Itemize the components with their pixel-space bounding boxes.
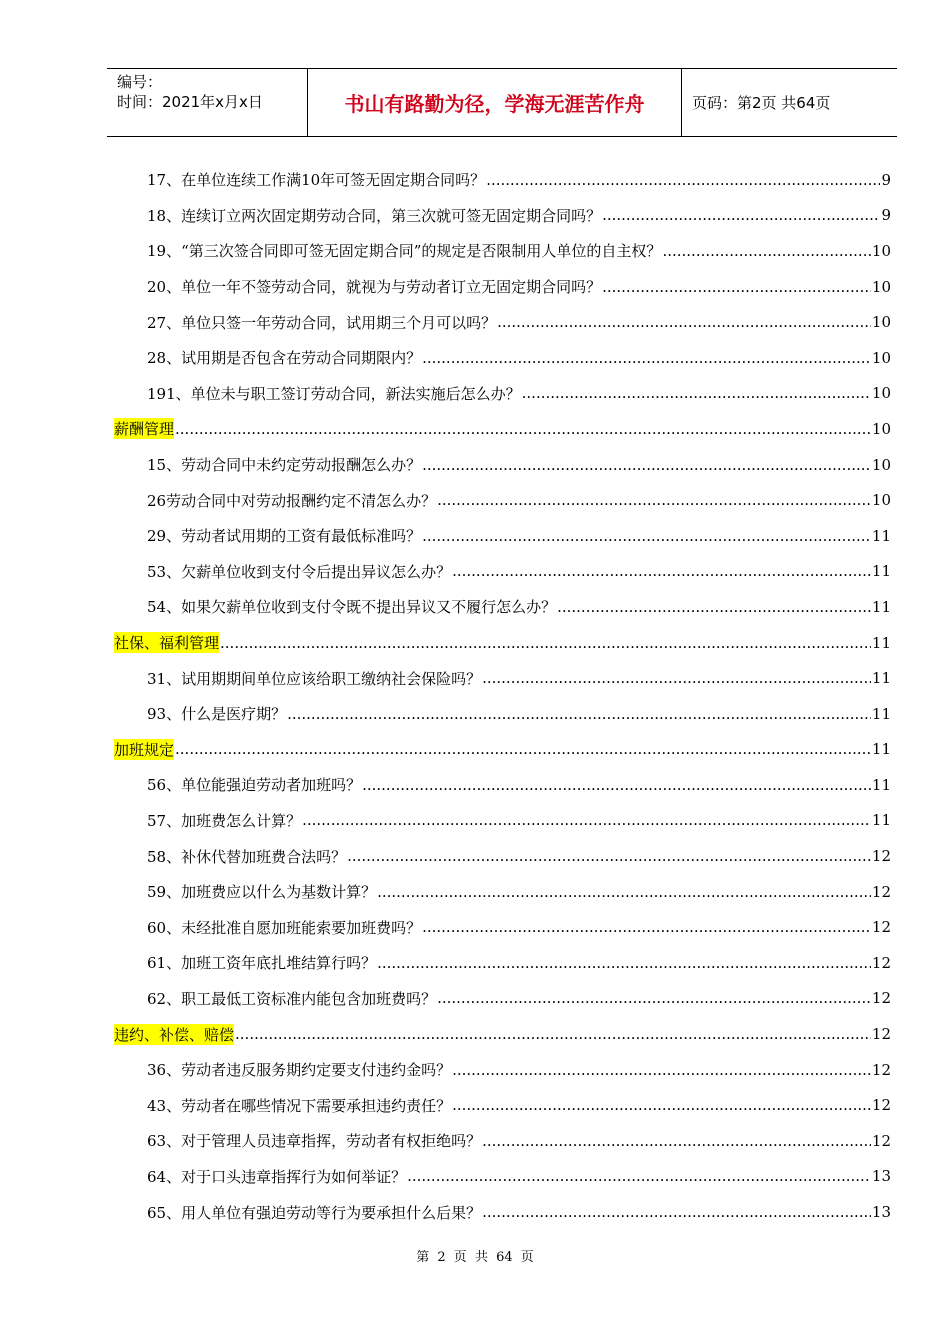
toc-page-number: 10 [871, 455, 891, 474]
toc-dot-leader [362, 776, 871, 794]
toc-entry-title: 56、单位能强迫劳动者加班吗？ [147, 776, 362, 795]
toc-entry[interactable] [114, 803, 891, 839]
toc-entry-title: 57、加班费怎么计算？ [147, 811, 302, 830]
toc-page-number: 12 [871, 953, 891, 972]
toc-page-number: 11 [871, 633, 891, 652]
toc-page-number: 11 [871, 597, 891, 616]
toc-dot-leader [497, 313, 871, 331]
toc-entry[interactable] [114, 162, 891, 198]
toc-dot-leader [557, 598, 871, 616]
toc-dot-leader [347, 847, 871, 865]
toc-entry[interactable] [114, 304, 891, 340]
footer-gong: 共 [474, 1250, 488, 1265]
toc-entry-title: 违约、补偿、赔偿 [114, 1025, 235, 1044]
toc-dot-leader [175, 420, 871, 438]
header-motto: 书山有路勤为径，学海无涯苦作舟 [308, 69, 682, 136]
toc-page-number: 12 [871, 1131, 891, 1150]
header-page-label: 页码：第2页 共64页 [692, 94, 831, 112]
toc-entry[interactable] [114, 660, 891, 696]
toc-entry[interactable] [114, 269, 891, 305]
footer-di: 第 [416, 1250, 430, 1265]
toc-dot-leader [422, 456, 871, 474]
footer-total-pages: 64 [496, 1250, 513, 1265]
toc-page-number: 11 [871, 526, 891, 545]
serial-label: 编号： [117, 73, 163, 91]
toc-entry-title: 191、单位未与职工签订劳动合同，新法实施后怎么办？ [147, 384, 521, 403]
footer-ye: 页 [520, 1250, 534, 1265]
footer-ye: 页 [453, 1250, 467, 1265]
toc-entry-title: 64、对于口头违章指挥行为如何举证？ [147, 1167, 407, 1186]
toc-page-number: 11 [871, 811, 891, 830]
toc-entry[interactable] [114, 1087, 891, 1123]
toc-entry-title: 61、加班工资年底扎堆结算行吗？ [147, 954, 377, 973]
toc-page-number: 10 [871, 277, 891, 296]
toc-page-number: 10 [871, 348, 891, 367]
toc-entry-title: 58、补休代替加班费合法吗？ [147, 847, 347, 866]
toc-entry-title: 43、劳动者在哪些情况下需要承担违约责任？ [147, 1096, 452, 1115]
table-of-contents [114, 162, 891, 1230]
toc-entry[interactable] [114, 1159, 891, 1195]
toc-page-number: 9 [881, 206, 891, 225]
toc-entry[interactable] [114, 518, 891, 554]
toc-entry-title: 93、什么是医疗期？ [147, 705, 287, 724]
toc-entry-title: 20、单位一年不签劳动合同，就视为与劳动者订立无固定期合同吗？ [147, 278, 602, 297]
toc-dot-leader [377, 883, 871, 901]
toc-page-number: 10 [871, 419, 891, 438]
toc-entry-title: 28、试用期是否包含在劳动合同期限内？ [147, 349, 422, 368]
toc-entry[interactable] [114, 589, 891, 625]
toc-entry-title: 薪酬管理 [114, 420, 175, 439]
toc-dot-leader [422, 918, 871, 936]
toc-page-number: 12 [871, 1025, 891, 1044]
toc-dot-leader [452, 1096, 871, 1114]
toc-page-number: 10 [871, 384, 891, 403]
toc-entry-title: 59、加班费应以什么为基数计算？ [147, 883, 377, 902]
toc-page-number: 11 [871, 704, 891, 723]
toc-entry-title: 36、劳动者违反服务期约定要支付违约金吗？ [147, 1061, 452, 1080]
toc-entry-title: 53、欠薪单位收到支付令后提出异议怎么办？ [147, 562, 452, 581]
toc-page-number: 12 [871, 989, 891, 1008]
toc-dot-leader [452, 1061, 871, 1079]
toc-entry[interactable] [114, 198, 891, 234]
header-meta [107, 69, 308, 136]
toc-page-number: 10 [871, 491, 891, 510]
toc-entry-title: 18、连续订立两次固定期劳动合同，第三次就可签无固定期合同吗？ [147, 206, 602, 225]
toc-dot-leader [437, 491, 871, 509]
toc-entry-title: 54、如果欠薪单位收到支付令既不提出异议又不履行怎么办？ [147, 598, 557, 617]
toc-entry[interactable] [114, 767, 891, 803]
toc-page-number: 10 [871, 313, 891, 332]
toc-dot-leader [422, 527, 871, 545]
toc-dot-leader [437, 989, 871, 1007]
toc-entry[interactable] [114, 945, 891, 981]
toc-dot-leader [175, 740, 871, 758]
toc-page-number: 11 [871, 562, 891, 581]
toc-dot-leader [486, 171, 880, 189]
toc-entry[interactable] [114, 447, 891, 483]
toc-page-number: 12 [871, 882, 891, 901]
toc-dot-leader [662, 242, 870, 260]
toc-entry-title: 26劳动合同中对劳动报酬约定不清怎么办？ [147, 491, 437, 510]
toc-page-number: 13 [871, 1167, 891, 1186]
time-label: 时间：2021年x月x日 [117, 93, 263, 111]
toc-section-entry[interactable] [114, 411, 891, 447]
toc-dot-leader [452, 562, 871, 580]
toc-dot-leader [220, 634, 871, 652]
toc-page-number: 13 [871, 1203, 891, 1222]
toc-dot-leader [482, 1132, 871, 1150]
toc-page-number: 12 [871, 918, 891, 937]
toc-entry[interactable] [114, 838, 891, 874]
toc-entry[interactable] [114, 340, 891, 376]
toc-entry-title: 60、未经批准自愿加班能索要加班费吗？ [147, 918, 422, 937]
toc-entry-title: 65、用人单位有强迫劳动等行为要承担什么后果？ [147, 1203, 482, 1222]
page-header [107, 68, 897, 137]
toc-dot-leader [407, 1167, 871, 1185]
toc-entry-title: 29、劳动者试用期的工资有最低标准吗？ [147, 527, 422, 546]
toc-entry-title: 31、试用期期间单位应该给职工缴纳社会保险吗？ [147, 669, 482, 688]
toc-entry[interactable] [114, 376, 891, 412]
toc-dot-leader [482, 1203, 871, 1221]
toc-entry[interactable] [114, 1123, 891, 1159]
toc-entry[interactable] [114, 909, 891, 945]
toc-section-entry[interactable] [114, 732, 891, 768]
toc-dot-leader [602, 278, 871, 296]
toc-dot-leader [522, 384, 871, 402]
toc-dot-leader [602, 206, 880, 224]
toc-dot-leader [287, 705, 871, 723]
toc-entry-title: 27、单位只签一年劳动合同，试用期三个月可以吗？ [147, 313, 497, 332]
toc-entry-title: 63、对于管理人员违章指挥，劳动者有权拒绝吗？ [147, 1132, 482, 1151]
toc-section-entry[interactable] [114, 1016, 891, 1052]
footer-current-page: 2 [437, 1250, 446, 1265]
toc-entry-title: 15、劳动合同中未约定劳动报酬怎么办？ [147, 456, 422, 475]
toc-dot-leader [302, 811, 871, 829]
toc-page-number: 10 [871, 241, 891, 260]
toc-entry-title: 加班规定 [114, 740, 175, 759]
toc-section-entry[interactable] [114, 625, 891, 661]
page-footer [0, 1246, 950, 1265]
toc-dot-leader [235, 1025, 871, 1043]
toc-entry-title: 19、“第三次签合同即可签无固定期合同”的规定是否限制用人单位的自主权？ [147, 242, 662, 261]
toc-entry[interactable] [114, 696, 891, 732]
toc-page-number: 12 [871, 847, 891, 866]
toc-page-number: 12 [871, 1060, 891, 1079]
toc-entry[interactable] [114, 482, 891, 518]
toc-page-number: 11 [871, 669, 891, 688]
toc-page-number: 12 [871, 1096, 891, 1115]
toc-dot-leader [422, 349, 871, 367]
toc-page-number: 11 [871, 775, 891, 794]
toc-entry-title: 62、职工最低工资标准内能包含加班费吗？ [147, 989, 437, 1008]
toc-entry[interactable] [114, 233, 891, 269]
toc-dot-leader [482, 669, 871, 687]
toc-entry[interactable] [114, 554, 891, 590]
toc-entry-title: 社保、福利管理 [114, 634, 220, 653]
toc-entry[interactable] [114, 981, 891, 1017]
toc-entry[interactable] [114, 1194, 891, 1230]
toc-page-number: 9 [881, 170, 891, 189]
toc-entry-title: 17、在单位连续工作满10年可签无固定期合同吗？ [147, 171, 486, 190]
toc-entry[interactable] [114, 874, 891, 910]
toc-dot-leader [377, 954, 871, 972]
toc-entry[interactable] [114, 1052, 891, 1088]
toc-page-number: 11 [871, 740, 891, 759]
